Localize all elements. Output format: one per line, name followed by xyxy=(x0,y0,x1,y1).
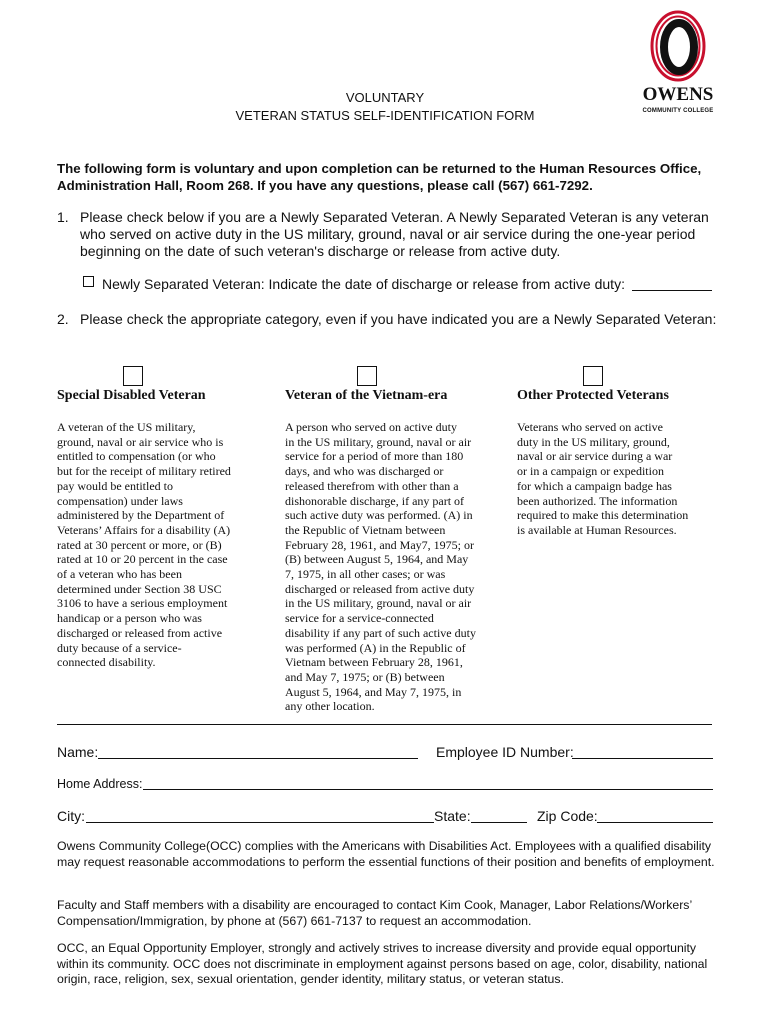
equal-opportunity-paragraph: OCC, an Equal Opportunity Employer, strongly and actively strives to increase diversity and provide equal opportunity within its community. OCC does not discriminate in employment against persons based on age, color, disability, national origin, race, religion, sex, sexual orientation, gender identity, military status, or veteran status. xyxy=(57,941,708,986)
category-heading-special-disabled: Special Disabled Veteran xyxy=(57,388,206,403)
logo-subtitle: COMMUNITY COLLEGE xyxy=(642,108,714,114)
special-disabled-veteran-checkbox[interactable] xyxy=(123,366,143,386)
form-title-line1: VOLUNTARY xyxy=(345,90,425,105)
zip-code-label: Zip Code: xyxy=(537,808,598,824)
employee-id-field[interactable] xyxy=(572,758,713,759)
vietnam-era-veteran-checkbox[interactable] xyxy=(357,366,377,386)
home-address-label: Home Address: xyxy=(57,777,143,791)
newly-separated-veteran-label: Newly Separated Veteran: Indicate the date of discharge or release from active duty: xyxy=(102,276,625,292)
discharge-date-field[interactable] xyxy=(632,290,712,291)
category-description-other-protected: Veterans who served on active duty in the US military, ground, naval or air service during a war or in a campaign or expedition for which a campaign badge has been authorized. The information required to make this determination is available at Human Resources. xyxy=(517,420,689,537)
ada-compliance-paragraph: Owens Community College(OCC) complies with the Americans with Disabilities Act. Employees with a qualified disability may request reasonable accommodations to perform the essential functions of their position and benefits of employment. xyxy=(57,839,715,869)
form-title-line2: VETERAN STATUS SELF-IDENTIFICATION FORM xyxy=(235,108,535,123)
state-field[interactable] xyxy=(471,822,527,823)
name-field[interactable] xyxy=(98,758,418,759)
question1-text: Please check below if you are a Newly Separated Veteran. A Newly Separated Veteran is any veteran who served on active duty in the US military, ground, naval or air service during the one-year period beginning on the date of such veteran's discharge or release from active duty. xyxy=(80,209,709,259)
category-description-special-disabled: A veteran of the US military, ground, naval or air service who is entitled to compensation (or who but for the receipt of military retired pay would be entitled to compensation) under laws administered by the Department of Veterans’ Affairs for a disability (A) rated at 30 percent or more, or (B) rated at 10 or 20 percent in the case of a veteran who has been determined under Section 38 USC 3106 to have a serious employment handicap or a person who was discharged or released from active duty because of a service- connected disability. xyxy=(57,420,231,670)
intro-paragraph: The following form is voluntary and upon completion can be returned to the Human Resources Office, Administration Hall, Room 268. If you have any questions, please call (567) 661-7292. xyxy=(57,161,702,193)
other-protected-veterans-checkbox[interactable] xyxy=(583,366,603,386)
question2-text: Please check the appropriate category, even if you have indicated you are a Newly Separated Veteran: xyxy=(80,311,717,327)
name-label: Name: xyxy=(57,744,99,760)
category-heading-other-protected: Other Protected Veterans xyxy=(517,388,669,403)
owens-o-logo-icon xyxy=(650,10,706,82)
logo-wordmark: OWENS xyxy=(642,84,714,105)
accommodation-contact-paragraph: Faculty and Staff members with a disability are encouraged to contact Kim Cook, Manager, Labor Relations/Workers’ Compensation/Immigration, by phone at (567) 661-7137 to request an accommodation. xyxy=(57,898,692,928)
state-label: State: xyxy=(434,808,471,824)
category-heading-vietnam-era: Veteran of the Vietnam-era xyxy=(285,388,448,403)
question2-number: 2. xyxy=(57,311,69,327)
section-divider xyxy=(57,724,712,725)
newly-separated-veteran-checkbox[interactable] xyxy=(83,276,94,287)
zip-code-field[interactable] xyxy=(597,822,713,823)
city-field[interactable] xyxy=(86,822,434,823)
home-address-field[interactable] xyxy=(143,789,713,790)
category-description-vietnam-era: A person who served on active duty in the US military, ground, naval or air service for a period of more than 180 days, and who was discharged or released therefrom with other than a dishonorable discharge, if any part of such active duty was performed. (A) in the Republic of Vietnam between February 28, 1961, and May7, 1975; or (B) between August 5, 1964, and May 7, 1975, in all other cases; or was discharged or released from active duty in the US military, ground, naval or air service for a service-connected disability if any part of such active duty was performed (A) in the Republic of Vietnam between February 28, 1961, and May 7, 1975; or (B) between August 5, 1964, and May 7, 1975, in any other location. xyxy=(285,420,476,714)
question1-number: 1. xyxy=(57,209,69,225)
employee-id-label: Employee ID Number: xyxy=(436,744,574,760)
city-label: City: xyxy=(57,808,85,824)
